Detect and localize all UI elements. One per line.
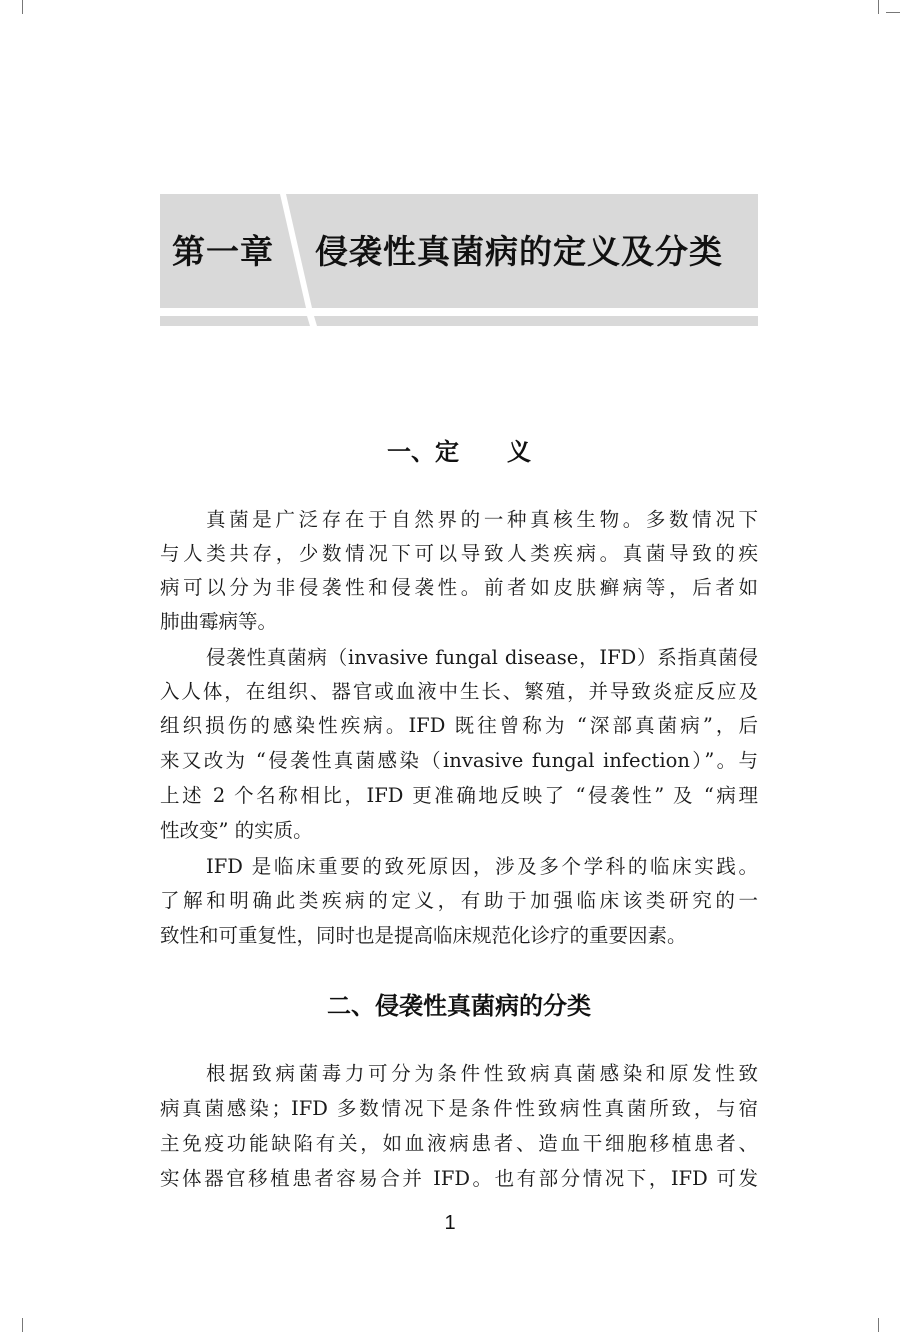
crop-mark-top-left — [22, 0, 23, 14]
chapter-title: 侵袭性真菌病的定义及分类 — [315, 232, 723, 271]
page-number: 1 — [444, 1212, 456, 1234]
crop-mark-top-right — [878, 0, 879, 14]
paragraph-line: 实体器官移植患者容易合并 IFD。也有部分情况下，IFD 可发 — [160, 1167, 758, 1190]
chapter-number: 第一章 — [172, 232, 274, 271]
paragraph-line: 来又改为 “侵袭性真菌感染（invasive fungal infection）”。与 — [160, 749, 758, 772]
paragraph-line: 根据致病菌毒力可分为条件性致病真菌感染和原发性致 — [206, 1062, 758, 1085]
paragraph-line: IFD 是临床重要的致死原因，涉及多个学科的临床实践。 — [206, 855, 758, 878]
paragraph-line: 组织损伤的感染性疾病。IFD 既往曾称为 “深部真菌病”，后 — [160, 714, 758, 737]
paragraph-line: 真菌是广泛存在于自然界的一种真核生物。多数情况下 — [206, 508, 758, 531]
paragraph-line: 性改变” 的实质。 — [160, 819, 313, 842]
paragraph-line: 侵袭性真菌病（invasive fungal disease，IFD）系指真菌侵 — [206, 646, 758, 669]
paragraph-line: 主免疫功能缺陷有关，如血液病患者、造血干细胞移植患者、 — [160, 1132, 758, 1155]
paragraph-line: 入人体，在组织、器官或血液中生长、繁殖，并导致炎症反应及 — [160, 680, 758, 703]
paragraph-line: 病真菌感染；IFD 多数情况下是条件性致病性真菌所致，与宿 — [160, 1097, 758, 1120]
crop-mark-bottom-right — [878, 1318, 879, 1332]
paragraph-line: 了解和明确此类疾病的定义，有助于加强临床该类研究的一 — [160, 889, 758, 912]
chapter-banner — [160, 194, 758, 308]
paragraph-line: 致性和可重复性，同时也是提高临床规范化诊疗的重要因素。 — [160, 924, 687, 947]
paragraph-line: 上述 2 个名称相比，IFD 更准确地反映了 “侵袭性” 及 “病理 — [160, 784, 758, 807]
paragraph-line: 病可以分为非侵袭性和侵袭性。前者如皮肤癣病等，后者如 — [160, 576, 758, 599]
crop-mark-bottom-left — [22, 1318, 23, 1332]
section-heading-definition: 一、定 义 — [387, 437, 531, 466]
paragraph-line: 肺曲霉病等。 — [160, 610, 278, 633]
paragraph-line: 与人类共存，少数情况下可以导致人类疾病。真菌导致的疾 — [160, 542, 758, 565]
crop-mark-top-right-h — [886, 12, 900, 13]
section-heading-classification: 二、侵袭性真菌病的分类 — [327, 991, 591, 1020]
